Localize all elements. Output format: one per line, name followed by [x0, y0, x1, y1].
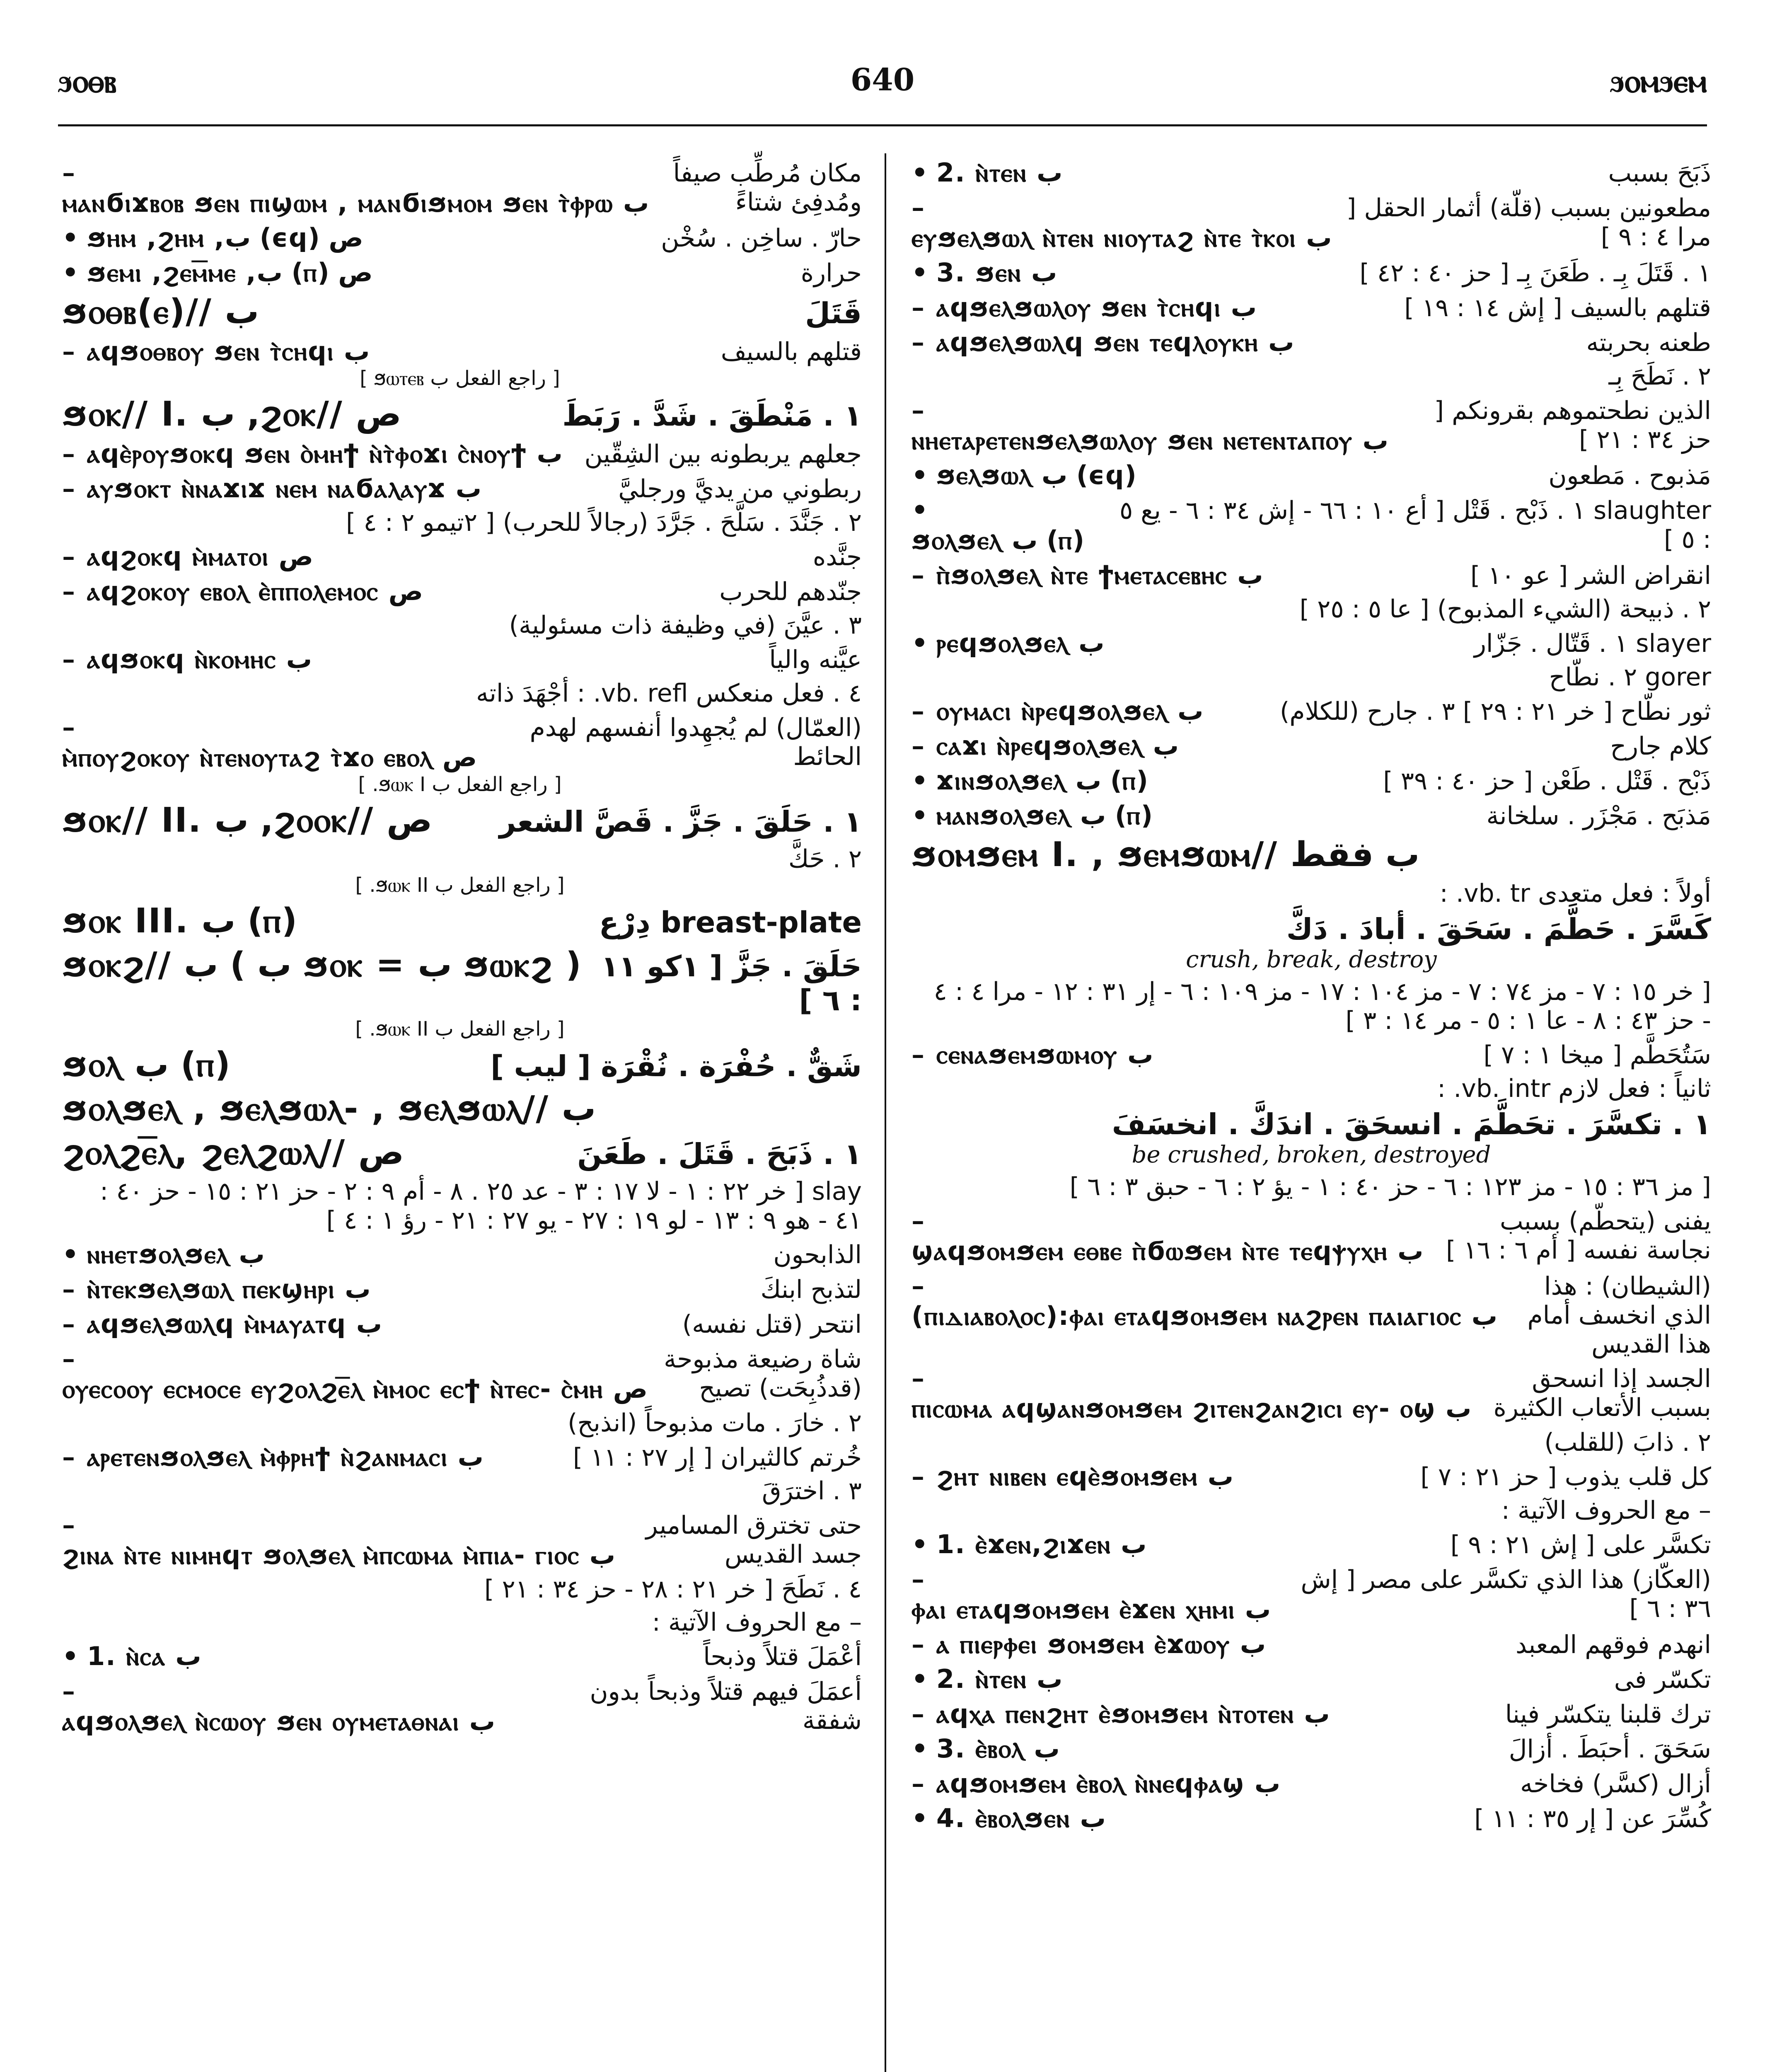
- dictionary-entry: [62, 1133, 862, 1173]
- arabic-gloss: أزال (كسَّر) فخاخه: [1520, 1769, 1711, 1798]
- cross-reference: [ راجع الفعل ب ϧⲱⲕ II. ]: [355, 1017, 565, 1041]
- dictionary-entry: [912, 1699, 1711, 1729]
- dictionary-entry: [912, 257, 1711, 288]
- dictionary-entry: [912, 1074, 1711, 1103]
- dictionary-entry: [62, 1409, 862, 1438]
- coptic-word: ⲟⲩⲉⲥⲟⲟⲩ ⲉⲥⲙⲟⲥⲉ ⲉⲩϩⲟⲗϩⲉ̅ⲗ ⲙ̀ⲙⲟⲥ ⲉⲥϯ ⲛ̀ⲧⲉⲥ- ⲥ̀ⲙⲏ ص: [62, 1374, 648, 1404]
- coptic-word: ϧⲉⲗϧⲱⲗ ب (ϵϥ): [936, 460, 1136, 490]
- entry-marker: –: [62, 438, 75, 469]
- arabic-gloss: [ خر ١٥ : ٧ - مز ٧٤ : ٧ - مز ١٠٤ : ١٧ - مز ١٠٩ : ٦ - إر ٣١ : ١٢ - مرا ٤ : ٤ - حز ٤٣ : ٨ - عا ١ : ٥ - مر ١٤ : ٣ ]: [933, 977, 1711, 1035]
- dictionary-entry: [62, 1343, 862, 1404]
- arabic-gloss: حرارة: [800, 259, 862, 288]
- coptic-word: 1. ⲉ̀ϫⲉⲛ,ϩⲓϫⲉⲛ ب: [936, 1529, 1147, 1559]
- header-left-word: ϧⲟⲑⲃ: [58, 62, 116, 100]
- arabic-gloss: مكان مُرطِّب صيفاً ومُدفِئ شتاءً: [673, 159, 862, 217]
- arabic-gloss: ذَبَحَ بسبب: [1608, 159, 1711, 188]
- entry-marker: –: [62, 1274, 75, 1304]
- dictionary-entry: [62, 1510, 862, 1571]
- arabic-gloss: قتلهم بالسيف [ إش ١٤ : ١٩ ]: [1404, 293, 1711, 322]
- entry-marker: •: [912, 1529, 928, 1559]
- coptic-word: 3. ϧⲉⲛ ب: [936, 257, 1057, 288]
- arabic-gloss: ١ . ذَبَحَ . قَتَلَ . طَعَنَ: [577, 1137, 862, 1171]
- entry-marker: •: [62, 257, 79, 288]
- arabic-gloss: شاة رضيعة مذبوحة (قدذُبِحَت) تصيح: [664, 1345, 862, 1403]
- entry-marker: •: [912, 765, 928, 796]
- arabic-gloss: ٢ . ذابَ (للقلب): [1544, 1428, 1711, 1457]
- entry-marker: –: [62, 712, 75, 742]
- arabic-gloss: سَحَقَ . أحبَطَ . أزالَ: [1509, 1735, 1711, 1764]
- dictionary-entry: [912, 1733, 1711, 1764]
- dictionary-entry: [912, 835, 1711, 875]
- dictionary-entry: [912, 1363, 1711, 1424]
- dictionary-entry: [62, 712, 862, 796]
- coptic-word: ϧⲟⲑⲃ(ⲉ)// ب: [62, 292, 259, 332]
- coptic-word: ϧⲟⲗϧⲉⲗ , ϧⲉⲗϧⲱⲗ- , ϧⲉⲗϧⲱⲗ// ب: [62, 1089, 596, 1128]
- dictionary-entry: [62, 845, 862, 897]
- dictionary-entry: [912, 292, 1711, 323]
- arabic-gloss: انهدم فوقهم المعبد: [1516, 1630, 1711, 1659]
- left-column: [62, 157, 862, 1741]
- arabic-gloss: (العمّال) لم يُجهِدوا أنفسهم لهدم الحائط: [530, 713, 862, 771]
- entry-marker: –: [912, 1699, 924, 1729]
- dictionary-entry: [62, 438, 862, 469]
- entry-marker: –: [62, 644, 75, 674]
- dictionary-entry: [912, 1172, 1711, 1201]
- dictionary-entry: [912, 1564, 1711, 1625]
- dictionary-entry: [62, 1239, 862, 1270]
- dictionary-entry: [62, 473, 862, 504]
- dictionary-entry: [912, 912, 1711, 973]
- entry-marker: –: [912, 1768, 924, 1798]
- entry-marker: –: [62, 1343, 75, 1374]
- cross-reference: [ راجع الفعل ب ϧⲱⲕ II. ]: [355, 874, 565, 897]
- arabic-gloss: ٤ . فعل منعكس vb. refl. : أجْهَدَ ذاته: [476, 679, 862, 708]
- arabic-gloss: ١ . قَتَلَ بِـ . طَعَنَ بِـ [ حز ٤٠ : ٤٢ ]: [1359, 259, 1711, 288]
- arabic-gloss: مَذبوح . مَطعون: [1548, 461, 1711, 490]
- dictionary-entry: [912, 560, 1711, 591]
- entry-marker: •: [62, 1641, 79, 1671]
- coptic-word: ⲁϥϧⲟⲑⲃⲟⲩ ϧⲉⲛ ⲧ̀ⲥⲏϥⲓ ب: [87, 336, 370, 366]
- entry-marker: •: [912, 1664, 928, 1694]
- arabic-gloss: الذين نطحتموهم بقرونكم [ حز ٣٤ : ٢١ ]: [1434, 396, 1711, 454]
- arabic-gloss: ثانياً : فعل لازم vb. intr. :: [1437, 1074, 1711, 1103]
- page-number: 640: [850, 62, 915, 98]
- entry-marker: –: [912, 696, 924, 726]
- entry-marker: –: [912, 560, 924, 590]
- arabic-gloss: تكسّر فى: [1614, 1665, 1711, 1694]
- coptic-word: ϫⲓⲛϧⲟⲗϧⲉⲗ ب (ⲡ): [936, 765, 1148, 796]
- entry-marker: –: [912, 1564, 924, 1594]
- coptic-word: ⲁϥⲉ̀ⲣⲟⲩϧⲟⲕϥ ϧⲉⲛ ⲟ̀ⲙⲏϯ ⲛ̀ⲧ̀ⲫⲟϫⲓ ⲥ̀ⲛⲟⲩϯ ب: [87, 438, 563, 469]
- dictionary-entry: [912, 495, 1711, 556]
- arabic-gloss: (الشيطان) : هذا الذي انخسف أمام هذا القديس: [1527, 1272, 1711, 1359]
- coptic-word: ⲛⲏⲉⲧⲁⲣⲉⲧⲉⲛϧⲉⲗϧⲱⲗⲟⲩ ϧⲉⲛ ⲛⲉⲧⲉⲛⲧⲁⲡⲟⲩ ب: [912, 425, 1388, 455]
- arabic-gloss: الجسد إذا انسحق بسبب الأتعاب الكثيرة: [1493, 1364, 1711, 1422]
- entry-marker: –: [912, 327, 924, 357]
- coptic-word: ϣⲁϥϧⲟⲙϧⲉⲙ ⲉⲑⲃⲉ ⲡ̀ϭⲱϧⲉⲙ ⲛ̀ⲧⲉ ⲧⲉϥⲯⲩⲭⲏ ب: [912, 1236, 1424, 1266]
- arabic-gloss: انتحر (قتل نفسه): [682, 1310, 862, 1339]
- arabic-gloss: أعْمَلَ قتلاً وذبحاً: [703, 1642, 862, 1671]
- entry-marker: –: [912, 1629, 924, 1659]
- coptic-word: ⲫⲁⲓ ⲉⲧⲁϥϧⲟⲙϧⲉⲙ ⲉ̀ϫⲉⲛ ⲭⲏⲙⲓ ب: [912, 1594, 1271, 1624]
- entry-marker: –: [912, 192, 924, 223]
- dictionary-entry: [912, 663, 1711, 692]
- entry-marker: –: [62, 1676, 75, 1706]
- coptic-word: 3. ⲉ̀ⲃⲟⲗ ب: [936, 1733, 1060, 1764]
- arabic-gloss: ٣ . عيَّنَ (في وظيفة ذات مسئولية): [509, 611, 862, 640]
- coptic-word: (ⲡⲓⲇⲓⲁⲃⲟⲗⲟⲥ):ⲫⲁⲓ ⲉⲧⲁϥϧⲟⲙϧⲉⲙ ⲛⲁϩⲣⲉⲛ ⲡⲁⲓⲁⲅⲓⲟⲥ ب: [912, 1301, 1498, 1331]
- dictionary-entry: [62, 257, 862, 288]
- dictionary-entry: [62, 541, 862, 572]
- arabic-gloss: slayer ١ . قَتّال . جَزّار: [1474, 629, 1711, 658]
- entry-marker: –: [62, 336, 75, 366]
- dictionary-entry: [62, 1641, 862, 1672]
- coptic-word: 2. ⲛ̀ⲧⲉⲛ ب: [936, 157, 1063, 188]
- coptic-word: ⲁ ⲡⲓⲉⲣⲫⲉⲓ ϧⲟⲙϧⲉⲙ ⲉ̀ϫⲱⲟⲩ ب: [936, 1629, 1266, 1659]
- arabic-gloss: ذَبْح . قَتْل . طَعْن [ حز ٤٠ : ٣٩ ]: [1383, 767, 1711, 796]
- dictionary-entry: [62, 223, 862, 253]
- entry-marker: •: [912, 460, 928, 490]
- column-divider: [885, 153, 886, 2072]
- dictionary-entry: [62, 1177, 862, 1235]
- arabic-gloss: قَتَلَ: [805, 296, 862, 330]
- coptic-word: ⲙ̀ⲡⲟⲩϩⲟⲕⲟⲩ ⲛ̀ⲧⲉⲛⲟⲩⲧⲁϩ ⲧ̀ϫⲟ ⲉⲃⲟⲗ ص: [62, 742, 477, 772]
- entry-marker: •: [912, 628, 928, 658]
- dictionary-entry: [912, 1629, 1711, 1660]
- dictionary-entry: [62, 1608, 862, 1637]
- arabic-gloss: – مع الحروف الآتية :: [1501, 1496, 1711, 1525]
- dictionary-entry: [912, 1529, 1711, 1560]
- arabic-gloss: طعنه بحربته: [1586, 328, 1711, 357]
- dictionary-entry: [912, 1664, 1711, 1694]
- arabic-gloss: gorer ٢ . نطّاح: [1549, 663, 1711, 692]
- entry-marker: –: [912, 1363, 924, 1393]
- arabic-gloss: ٢ . جَنَّدَ . سَلَّحَ . جَرَّدَ (رجالاً للحرب) [ ٢تيمو ٢ : ٤ ]: [346, 508, 862, 537]
- entry-marker: –: [912, 292, 924, 322]
- dictionary-entry: [62, 1477, 862, 1506]
- arabic-gloss: خُرتم كالثيران [ إر ٢٧ : ١١ ]: [573, 1443, 862, 1472]
- dictionary-entry: [62, 679, 862, 708]
- coptic-word: ⲁϥϧⲟⲕϥ ⲛ̀ⲕⲟⲙⲏⲥ ب: [87, 644, 312, 674]
- coptic-word: ⲛ̀ⲧⲉⲕϧⲉⲗϧⲱⲗ ⲡⲉⲕϣⲏⲣⲓ ب: [87, 1274, 371, 1304]
- arabic-gloss: سَتُحَطَّم [ ميخا ١ : ٧ ]: [1483, 1041, 1711, 1070]
- arabic-gloss: حتى تخترق المسامير جسد القديس: [646, 1511, 862, 1569]
- arabic-gloss: مَذبَح . مَجْزَر . سلخانة: [1486, 801, 1711, 830]
- dictionary-entry: [912, 1803, 1711, 1834]
- dictionary-entry: [62, 945, 862, 1041]
- dictionary-entry: [62, 1442, 862, 1472]
- dictionary-entry: [912, 460, 1711, 491]
- coptic-word: ⲡ̀ϧⲟⲗϧⲉⲗ ⲛ̀ⲧⲉ ϯⲙⲉⲧⲁⲥⲉⲃⲏⲥ ب: [936, 560, 1263, 590]
- arabic-gloss: جعلهم يربطونه بين الشِقّين: [584, 440, 862, 469]
- coptic-word: ϩⲓⲛⲁ ⲛ̀ⲧⲉ ⲛⲓⲙⲏϥⲧ ϧⲟⲗϧⲉⲗ ⲙ̀ⲡⲥⲱⲙⲁ ⲙ̀ⲡⲓⲁ- ⲅⲓⲟⲥ ب: [62, 1540, 615, 1570]
- dictionary-entry: [912, 1461, 1711, 1492]
- dictionary-entry: [62, 508, 862, 537]
- entry-marker: •: [912, 157, 928, 188]
- dictionary-entry: [912, 1271, 1711, 1359]
- entry-marker: –: [62, 576, 75, 606]
- dictionary-entry: [912, 1496, 1711, 1525]
- arabic-gloss: ١ . حَلَقَ . جَزَّ . قَصَّ الشعر: [499, 805, 862, 839]
- dictionary-entry: [62, 292, 862, 332]
- entry-marker: •: [912, 1733, 928, 1764]
- dictionary-entry: [912, 595, 1711, 624]
- coptic-word: ϧⲟⲕ III. ب (ⲡ): [62, 901, 297, 941]
- coptic-word: ⲁϥϧⲟⲗϧⲉⲗ ⲛ̀ⲥⲱⲟⲩ ϧⲉⲛ ⲟⲩⲙⲉⲧⲁⲑⲛⲁⲓ ب: [62, 1706, 496, 1736]
- arabic-gloss: – مع الحروف الآتية :: [652, 1608, 862, 1637]
- coptic-word: ϧⲟⲕϩ// ب ( ب ϧⲟⲕ = ب ϧⲱⲕϩ ): [62, 945, 581, 985]
- arabic-gloss: كَسَّرَ . حَطَّمَ . سَحَقَ . أبادَ . دَكَّ: [1286, 912, 1711, 946]
- coptic-word: ⲣⲉϥϧⲟⲗϧⲉⲗ ب: [936, 628, 1105, 658]
- dictionary-entry: [912, 1428, 1711, 1457]
- arabic-gloss: شَقٌّ . حُفْرَة . نُقْرَة [ ليب ]: [491, 1049, 862, 1083]
- coptic-word: ⲁϥϩⲟⲕⲟⲩ ⲉⲃⲟⲗ ⲉ̀ⲡⲡⲟⲗⲉⲙⲟⲥ ص: [87, 576, 423, 606]
- entry-marker: •: [62, 223, 79, 253]
- coptic-word: 4. ⲉ̀ⲃⲟⲗϧⲉⲛ ب: [936, 1803, 1106, 1833]
- coptic-word: ⲥⲁϫⲓ ⲛ̀ⲣⲉϥϧⲟⲗϧⲉⲗ ب: [936, 731, 1179, 761]
- arabic-gloss: ٢ . حَكَّ: [788, 845, 862, 874]
- dictionary-entry: [62, 576, 862, 607]
- cross-reference: [ راجع الفعل ب ϧⲱⲧⲉⲃ ]: [360, 367, 560, 390]
- arabic-gloss: ثور نطّاح [ خر ٢١ : ٢٩ ] ٣ . جارح (للكلام): [1280, 697, 1711, 726]
- dictionary-entry: [62, 1045, 862, 1085]
- dictionary-entry: [62, 1089, 862, 1129]
- coptic-word: 2. ⲛ̀ⲧⲉⲛ ب: [936, 1664, 1063, 1694]
- arabic-gloss: ٢ . ذبيحة (الشيء المذبوح) [ عا ٥ : ٢٥ ]: [1299, 595, 1711, 624]
- entry-marker: –: [912, 1039, 924, 1070]
- coptic-word: ϧⲉⲙⲓ ,ϩⲉⲙ̅ⲙⲉ ,ب (ⲡ) ص: [87, 257, 373, 288]
- arabic-gloss: جنَّده: [812, 542, 862, 571]
- entry-marker: –: [912, 1271, 924, 1301]
- dictionary-entry: [62, 1575, 862, 1604]
- arabic-gloss: [ مز ٣٦ : ١٥ - مز ١٢٣ : ٦ - حز ٤٠ : ١ - يؤ ٢ : ٦ - حبق ٣ : ٦ ]: [1069, 1172, 1711, 1201]
- coptic-word: ⲁϥⲭⲁ ⲡⲉⲛϩⲏⲧ ⲉ̀ϧⲟⲙϧⲉⲙ ⲛ̀ⲧⲟⲧⲉⲛ ب: [936, 1699, 1330, 1729]
- arabic-gloss: ١ . مَنْطَقَ . شَدَّ . رَبَطَ: [562, 399, 862, 433]
- coptic-word: ϩⲏⲧ ⲛⲓⲃⲉⲛ ⲉϥⲉ̀ϧⲟⲙϧⲉⲙ ب: [936, 1461, 1234, 1491]
- entry-marker: –: [62, 1442, 75, 1472]
- coptic-word: ϧⲟⲕ// I. ب ,ϩⲟⲕ// ص: [62, 395, 401, 434]
- dictionary-entry: [912, 192, 1711, 253]
- coptic-word: ⲙⲁⲛϭⲓϫⲃⲟⲃ ϧⲉⲛ ⲡⲓϣⲱⲙ , ⲙⲁⲛϭⲓϧⲙⲟⲙ ϧⲉⲛ ⲧ̀ⲫⲣⲱ ب: [62, 188, 649, 218]
- arabic-gloss: ٢ . خارَ . مات مذبوحاً (انذبح): [568, 1409, 862, 1438]
- dictionary-entry: [912, 1039, 1711, 1070]
- header-rule: [58, 124, 1707, 126]
- coptic-word: ⲉⲩϧⲉⲗϧⲱⲗ ⲛ̀ⲧⲉⲛ ⲛⲓⲟⲩⲧⲁϩ ⲛ̀ⲧⲉ ⲧ̀ⲕⲟⲓ ب: [912, 223, 1332, 253]
- dictionary-entry: [912, 1107, 1711, 1168]
- entry-marker: •: [62, 1239, 79, 1269]
- arabic-gloss: أولاً : فعل متعدى vb. tr. :: [1439, 879, 1711, 908]
- dictionary-entry: [62, 801, 862, 840]
- dictionary-entry: [62, 336, 862, 390]
- dictionary-entry: [62, 157, 862, 218]
- coptic-word: ϧⲟⲗ ب (ⲡ): [62, 1045, 230, 1084]
- arabic-gloss: جنّدهم للحرب: [719, 577, 862, 606]
- coptic-word: ϧⲟⲙϧⲉⲙ I. , ϧⲉⲙϧⲱⲙ// ب فقط: [912, 835, 1420, 874]
- entry-marker: –: [912, 1205, 924, 1236]
- header-right-word: ϧⲟⲙϧⲉⲙ: [1610, 62, 1707, 100]
- entry-marker: –: [912, 1461, 924, 1491]
- arabic-gloss: لتذبح ابنكَ: [760, 1275, 862, 1304]
- arabic-gloss: ٢ . نَطَحَ بِـ: [1608, 362, 1711, 391]
- arabic-gloss: كلام جارح: [1610, 732, 1711, 761]
- arabic-gloss: ٤ . نَطَحَ [ خر ٢١ : ٢٨ - حز ٣٤ : ٢١ ]: [484, 1575, 862, 1604]
- arabic-gloss: الذابحون: [773, 1240, 862, 1269]
- dictionary-entry: [62, 1274, 862, 1305]
- entry-marker: •: [912, 495, 928, 525]
- entry-marker: –: [912, 731, 924, 761]
- entry-marker: •: [912, 1803, 928, 1833]
- dictionary-entry: [912, 800, 1711, 831]
- coptic-word: ϧⲏⲙ ,ϩⲏⲙ ,ب (ϵϥ) ص: [87, 223, 363, 253]
- english-gloss: be crushed, broken, destroyed: [1132, 1141, 1491, 1168]
- entry-marker: •: [912, 257, 928, 288]
- dictionary-entry: [912, 362, 1711, 391]
- page-header: [58, 62, 1707, 108]
- coptic-word: ⲥⲉⲛⲁϧⲉⲙϧⲱⲙⲟⲩ ب: [936, 1039, 1153, 1070]
- entry-marker: –: [62, 157, 75, 188]
- coptic-word: ⲁⲩϧⲟⲕⲧ ⲛ̀ⲛⲁϫⲓϫ ⲛⲉⲙ ⲛⲁϭⲁⲗⲁⲩϫ ب: [87, 473, 481, 503]
- dictionary-entry: [62, 1676, 862, 1737]
- arabic-gloss: ٣ . اخترَقَ: [762, 1477, 862, 1506]
- arabic-gloss: قتلهم بالسيف: [721, 337, 862, 366]
- dictionary-entry: [912, 327, 1711, 358]
- entry-marker: •: [912, 800, 928, 830]
- right-column: [912, 157, 1711, 1838]
- coptic-word: ⲁϥϧⲉⲗϧⲱⲗϥ ϧⲉⲛ ⲧⲉϥⲗⲟⲩⲕⲏ ب: [936, 327, 1294, 357]
- coptic-word: ⲡⲓⲥⲱⲙⲁ ⲁϥϣⲁⲛϧⲟⲙϧⲉⲙ ϩⲓⲧⲉⲛϩⲁⲛϩⲓⲥⲓ ⲉⲩ- ⲟϣ ب: [912, 1393, 1472, 1423]
- arabic-gloss: حارّ . ساخِن . سُخْن: [661, 224, 862, 253]
- dictionary-entry: [912, 157, 1711, 188]
- dictionary-entry: [62, 644, 862, 675]
- coptic-word: ⲙⲁⲛϧⲟⲗϧⲉⲗ ب (ⲡ): [936, 800, 1153, 830]
- arabic-gloss: أعمَلَ فيهم قتلاً وذبحاً بدون شفقة: [590, 1677, 862, 1735]
- entry-marker: –: [62, 1510, 75, 1540]
- arabic-gloss: slay [ خر ٢٢ : ١ - لا ١٧ : ٣ - عد ٢٥ . ٨ - أم ٩ : ٢ - حز ٢١ : ١٥ - حز ٤٠ : ٤١ - هو ٩ : ١٣ - لو ١٩ : ٢٧ - يو ٢٧ : ٢١ - رؤ ١ : ٤ ]: [100, 1177, 862, 1235]
- cross-reference: [ راجع الفعل ب ϧⲱⲕ I. ]: [358, 773, 562, 796]
- coptic-word: ⲟⲩⲙⲁⲥⲓ ⲛ̀ⲣⲉϥϧⲟⲗϧⲉⲗ ب: [936, 696, 1204, 726]
- coptic-word: ϧⲟⲕ// II. ب ,ϩⲟⲟⲕ// ص: [62, 801, 433, 840]
- arabic-gloss: يفنى (يتحطّم) بسبب نجاسة نفسه [ أم ٦ : ١٦ ]: [1446, 1207, 1711, 1265]
- dictionary-entry: [912, 696, 1711, 726]
- arabic-gloss: مطعونين بسبب (قلّة) أثمار الحقل [ مرا ٤ : ٩ ]: [1346, 194, 1711, 252]
- entry-marker: –: [62, 473, 75, 503]
- arabic-gloss: ١ . تكسَّرَ . تحَطَّمَ . انسحَقَ . اندَكَّ . انخسَفَ: [1112, 1107, 1711, 1141]
- coptic-word: ⲁϥϧⲟⲙϧⲉⲙ ⲉ̀ⲃⲟⲗ ⲛ̀ⲛⲉϥⲫⲁϣ ب: [936, 1768, 1281, 1798]
- coptic-word: ⲁϥϧⲉⲗϧⲱⲗϥ ⲙ̀ⲙⲁⲩⲁⲧϥ ب: [87, 1309, 382, 1339]
- dictionary-entry: [912, 731, 1711, 761]
- coptic-word: 1. ⲛ̀ⲥⲁ ب: [87, 1641, 201, 1671]
- coptic-word: ⲁϥϩⲟⲕϥ ⲙ̀ⲙⲁⲧⲟⲓ ص: [87, 541, 313, 571]
- arabic-gloss: تكسَّر على [ إش ٢١ : ٩ ]: [1450, 1530, 1711, 1559]
- dictionary-entry: [62, 1309, 862, 1339]
- entry-marker: –: [62, 1309, 75, 1339]
- arabic-gloss: slaughter ١ . ذَبْح . قَتْل [ أع ١٠ : ٦٦ - إش ٣٤ : ٦ - يع ٥ : ٥ ]: [1119, 496, 1711, 554]
- coptic-word: ⲁⲣⲉⲧⲉⲛϧⲟⲗϧⲉⲗ ⲙ̀ⲫⲣⲏϯ ⲛ̀ϩⲁⲛⲙⲁⲥⲓ ب: [87, 1442, 484, 1472]
- arabic-gloss: حَلَقَ . جَزَّ [ ١كو ١١ : ٦ ]: [601, 949, 862, 1017]
- arabic-gloss: (العكّاز) هذا الذي تكسَّر على مصر [ إش ٣٦ : ٦ ]: [1301, 1565, 1711, 1623]
- arabic-gloss: ربطوني من يديَّ ورجليَّ: [618, 474, 862, 503]
- dictionary-entry: [62, 611, 862, 640]
- dictionary-entry: [912, 628, 1711, 658]
- coptic-word: ⲁϥϧⲉⲗϧⲱⲗⲟⲩ ϧⲉⲛ ⲧ̀ⲥⲏϥⲓ ب: [936, 292, 1257, 322]
- entry-marker: –: [912, 395, 924, 425]
- coptic-word: ϩⲟⲗϩⲉ̅ⲗ, ϩⲉⲗϩⲱⲗ// ص: [62, 1133, 404, 1172]
- arabic-gloss: ترك قلبنا يتكسّر فينا: [1505, 1700, 1711, 1729]
- arabic-gloss: كل قلب يذوب [ حز ٢١ : ٧ ]: [1420, 1462, 1711, 1491]
- english-gloss: crush, break, destroy: [1186, 946, 1437, 973]
- dictionary-entry: [912, 1768, 1711, 1799]
- arabic-gloss: انقراض الشر [ عو ١٠ ]: [1470, 561, 1711, 590]
- arabic-gloss: كُسِّرَ عن [ إر ٣٥ : ١١ ]: [1474, 1804, 1711, 1833]
- dictionary-entry: [62, 395, 862, 434]
- dictionary-entry: [912, 879, 1711, 908]
- dictionary-entry: [912, 1205, 1711, 1266]
- arabic-gloss: عيَّنه والياً: [769, 645, 862, 674]
- dictionary-entry: [912, 395, 1711, 456]
- coptic-word: ⲛⲏⲉⲧϧⲟⲗϧⲉⲗ ب: [87, 1239, 265, 1269]
- coptic-word: ϧⲟⲗϧⲉⲗ ب (ⲡ): [912, 525, 1085, 555]
- dictionary-entry: [912, 977, 1711, 1035]
- entry-marker: –: [62, 541, 75, 571]
- arabic-gloss: breast-plate دِرْع: [599, 905, 862, 939]
- dictionary-entry: [912, 765, 1711, 796]
- dictionary-entry: [62, 901, 862, 941]
